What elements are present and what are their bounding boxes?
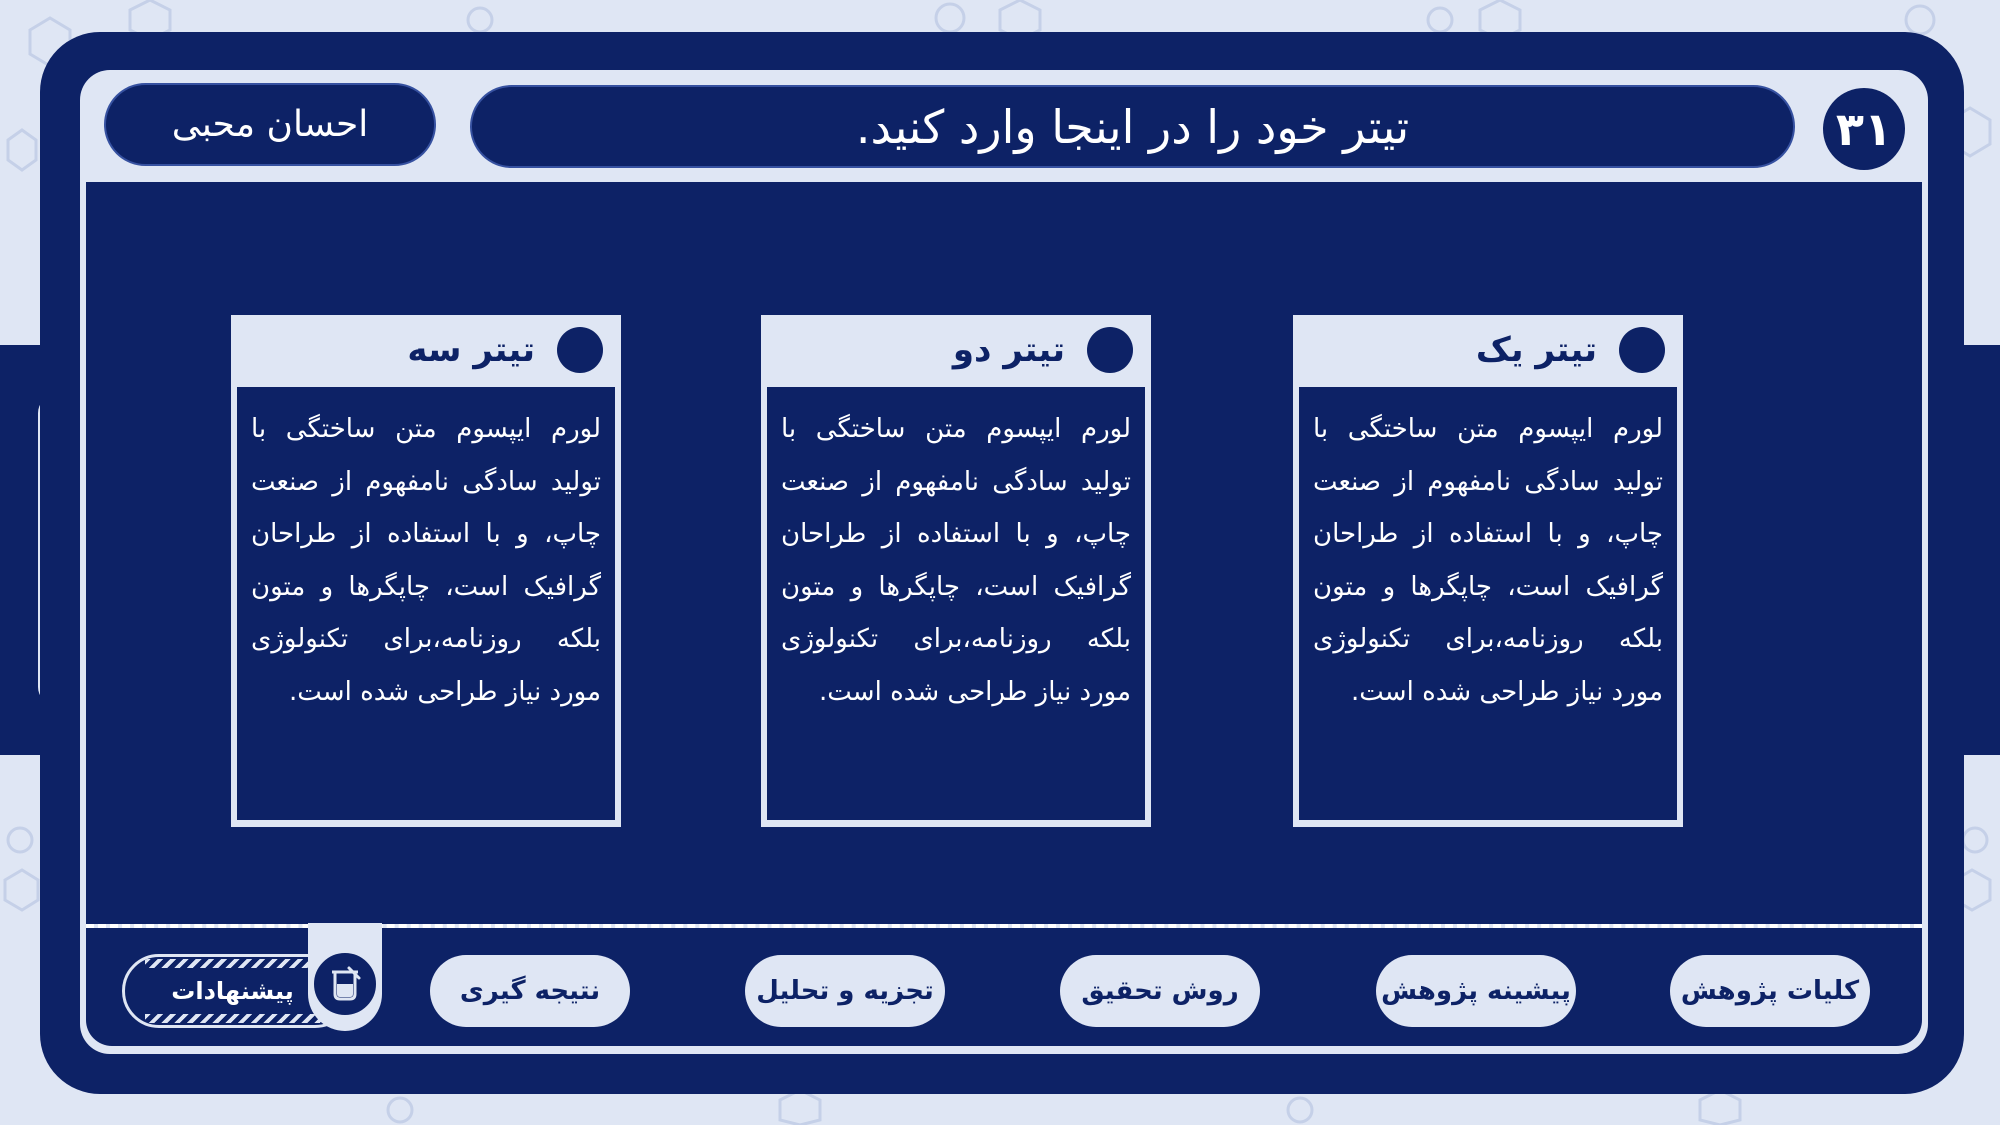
author-name: احسان محبی: [104, 83, 436, 166]
card-header: [1293, 315, 1683, 385]
bullet-dot-icon: [557, 327, 603, 373]
nav-item-methodology[interactable]: روش تحقیق: [1060, 955, 1260, 1027]
bullet-dot-icon: [1087, 327, 1133, 373]
nav-item-conclusion[interactable]: نتیجه گیری: [430, 955, 630, 1027]
card-1: [1293, 315, 1683, 827]
card-2: [761, 315, 1151, 827]
card-header: [761, 315, 1151, 385]
nav-item-literature[interactable]: پیشینه پژوهش: [1376, 955, 1576, 1027]
lab-beaker-icon: [311, 950, 379, 1018]
card-title: تیتر دو: [952, 330, 1065, 370]
card-body-text: لورم ایپسوم متن ساختگی با تولید سادگی نامفهوم از صنعت چاپ، و با استفاده از طراحان گرافیک است، چاپگرها و متون بلکه روزنامه،برای تکنولوژی مورد نیاز طراحی شده است.: [1299, 387, 1677, 820]
slide-title: تیتر خود را در اینجا وارد کنید.: [470, 85, 1795, 168]
card-body-text: لورم ایپسوم متن ساختگی با تولید سادگی نامفهوم از صنعت چاپ، و با استفاده از طراحان گرافیک است، چاپگرها و متون بلکه روزنامه،برای تکنولوژی مورد نیاز طراحی شده است.: [767, 387, 1145, 820]
card-header: [231, 315, 621, 385]
bullet-dot-icon: [1619, 327, 1665, 373]
card-title: تیتر یک: [1475, 330, 1597, 370]
nav-item-analysis[interactable]: تجزیه و تحلیل: [745, 955, 945, 1027]
card-3: [231, 315, 621, 827]
card-title: تیتر سه: [407, 330, 535, 370]
nav-item-overview[interactable]: کلیات پژوهش: [1670, 955, 1870, 1027]
nav-active-label: پیشنهادات: [171, 977, 294, 1005]
card-body-text: لورم ایپسوم متن ساختگی با تولید سادگی نامفهوم از صنعت چاپ، و با استفاده از طراحان گرافیک است، چاپگرها و متون بلکه روزنامه،برای تکنولوژی مورد نیاز طراحی شده است.: [237, 387, 615, 820]
slide-number-badge: ۳۱: [1823, 88, 1905, 170]
